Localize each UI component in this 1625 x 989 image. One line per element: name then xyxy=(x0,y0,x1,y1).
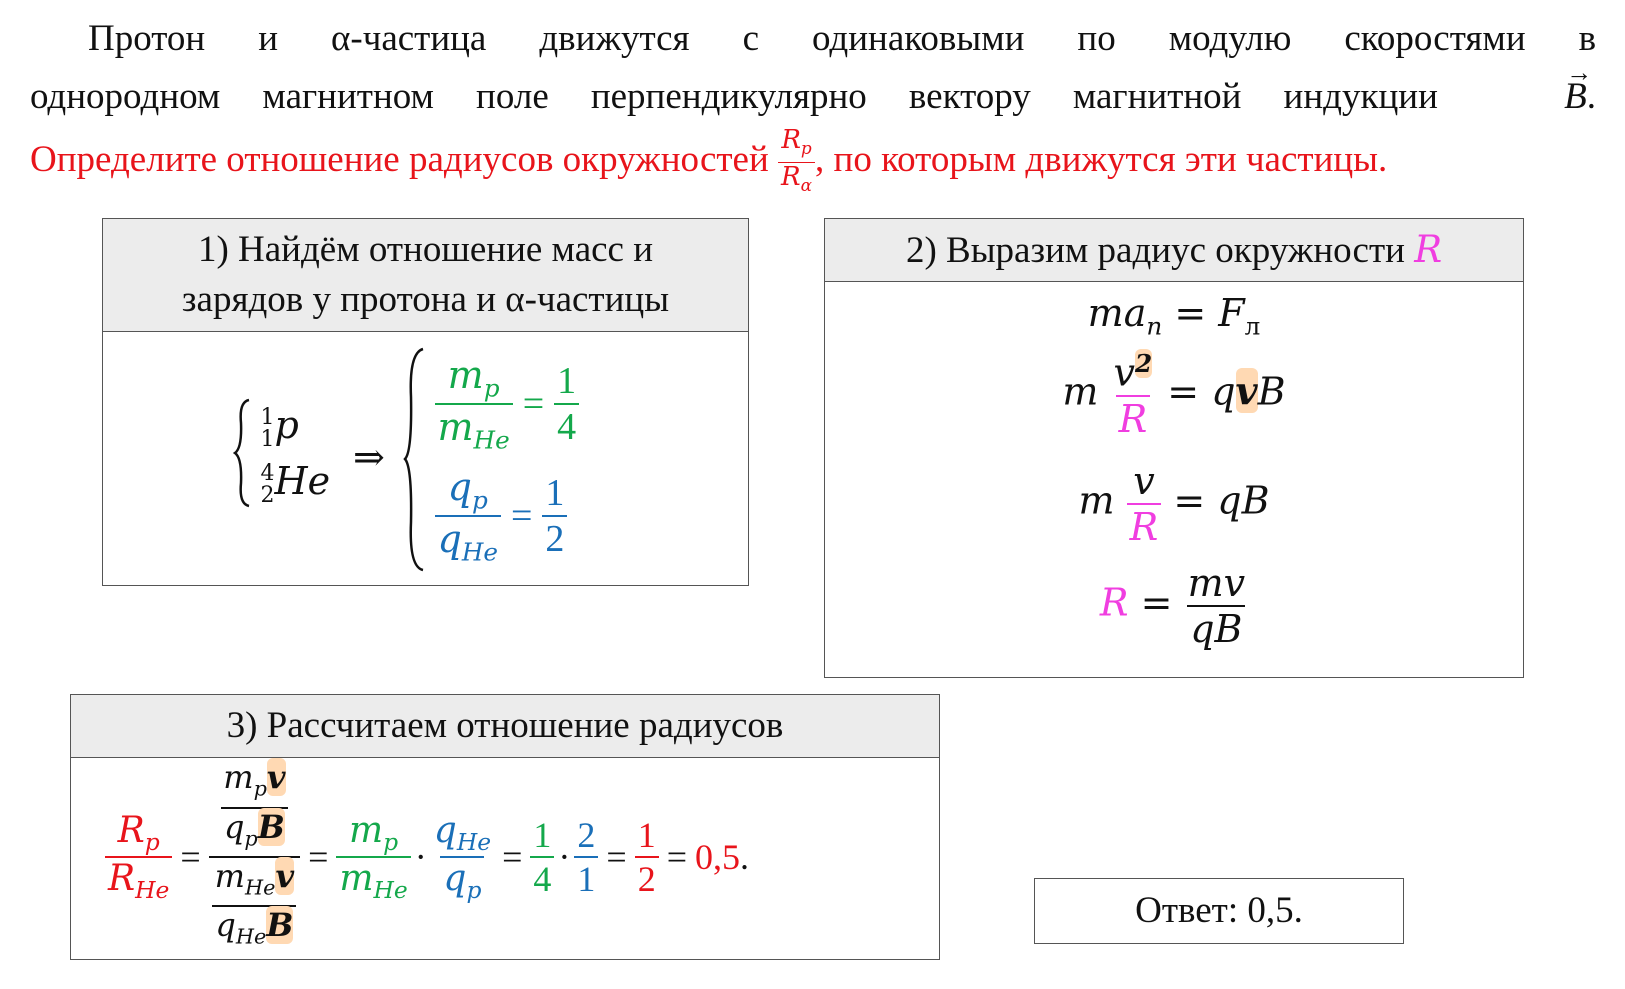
step3-formula: $\frac{R_p}{R_{He}}$ = $\frac{\frac{m_pv}{q_pB}}{\frac{m_{He}v}{q_{He}B}}$ = $\frac{m_p}{m_{He}}$ · $\frac{q_{He}}{q_p}$ = $\frac{1}{4}$ · $\frac{2}{1}$ = $\frac{1}{2}$ = 0,5 . xyxy=(105,759,749,955)
right-brace-icon xyxy=(403,347,425,572)
ratios-system xyxy=(403,347,579,572)
step2-header: 2) Выразим радиус окружности R xyxy=(825,219,1523,282)
particles-system xyxy=(233,397,330,509)
step3-box xyxy=(70,694,940,960)
step2-eq3: m $\frac{v}{R}$ = qB xyxy=(1078,459,1270,549)
step2-box xyxy=(824,218,1524,678)
step2-eq2: m $\frac{v^2}{R}$ = qvB xyxy=(1062,349,1286,441)
problem-line-2: однородном магнитном поле перпендикулярно вектору магнитной индукции → B. xyxy=(30,68,1596,126)
step2-eq1: $ma_n = F_л$ xyxy=(1087,291,1261,341)
left-brace-icon xyxy=(233,398,251,508)
helium-symbol: 4 2 He xyxy=(260,459,331,508)
compound-fraction: $\frac{\frac{m_pv}{q_pB}}{\frac{m_{He}v}{q_{He}B}}$ xyxy=(209,759,300,955)
problem-statement xyxy=(30,10,1596,199)
step1-header: 1) Найдём отношение масс и зарядов у протона и α-частицы xyxy=(103,219,748,332)
problem-question: Определите отношение радиусов окружностей $\frac{R_p}{R_\alpha}$ , по которым движутся эти частицы. xyxy=(30,126,1596,199)
charge-ratio: $\frac{q_p}{q_{He}}$ = $\frac{1}{2}$ xyxy=(435,460,580,572)
vector-b-symbol: → B xyxy=(1564,68,1587,126)
answer-box: Ответ: 0,5. xyxy=(1034,878,1404,944)
proton-symbol: 1 1 p xyxy=(260,403,299,452)
result-value: 0,5 xyxy=(695,837,740,877)
problem-line-1: Протон и α-частица движутся с одинаковыми по модулю скоростями в xyxy=(88,18,1597,59)
ratio-rp-rhe: $\frac{R_p}{R_{He}}$ xyxy=(105,810,172,904)
step1-content xyxy=(233,347,713,577)
mass-ratio: $\frac{m_p}{m_{He}}$ = $\frac{1}{4}$ xyxy=(435,348,580,460)
ratio-rp-ralpha: $\frac{R_p}{R_\alpha}$ xyxy=(778,126,815,199)
implies-arrow: ⇒ xyxy=(353,437,385,479)
step2-eq4: R = $\frac{mv}{qB}$ xyxy=(1099,561,1246,651)
step3-header: 3) Рассчитаем отношение радиусов xyxy=(71,695,939,758)
step1-box xyxy=(102,218,749,586)
